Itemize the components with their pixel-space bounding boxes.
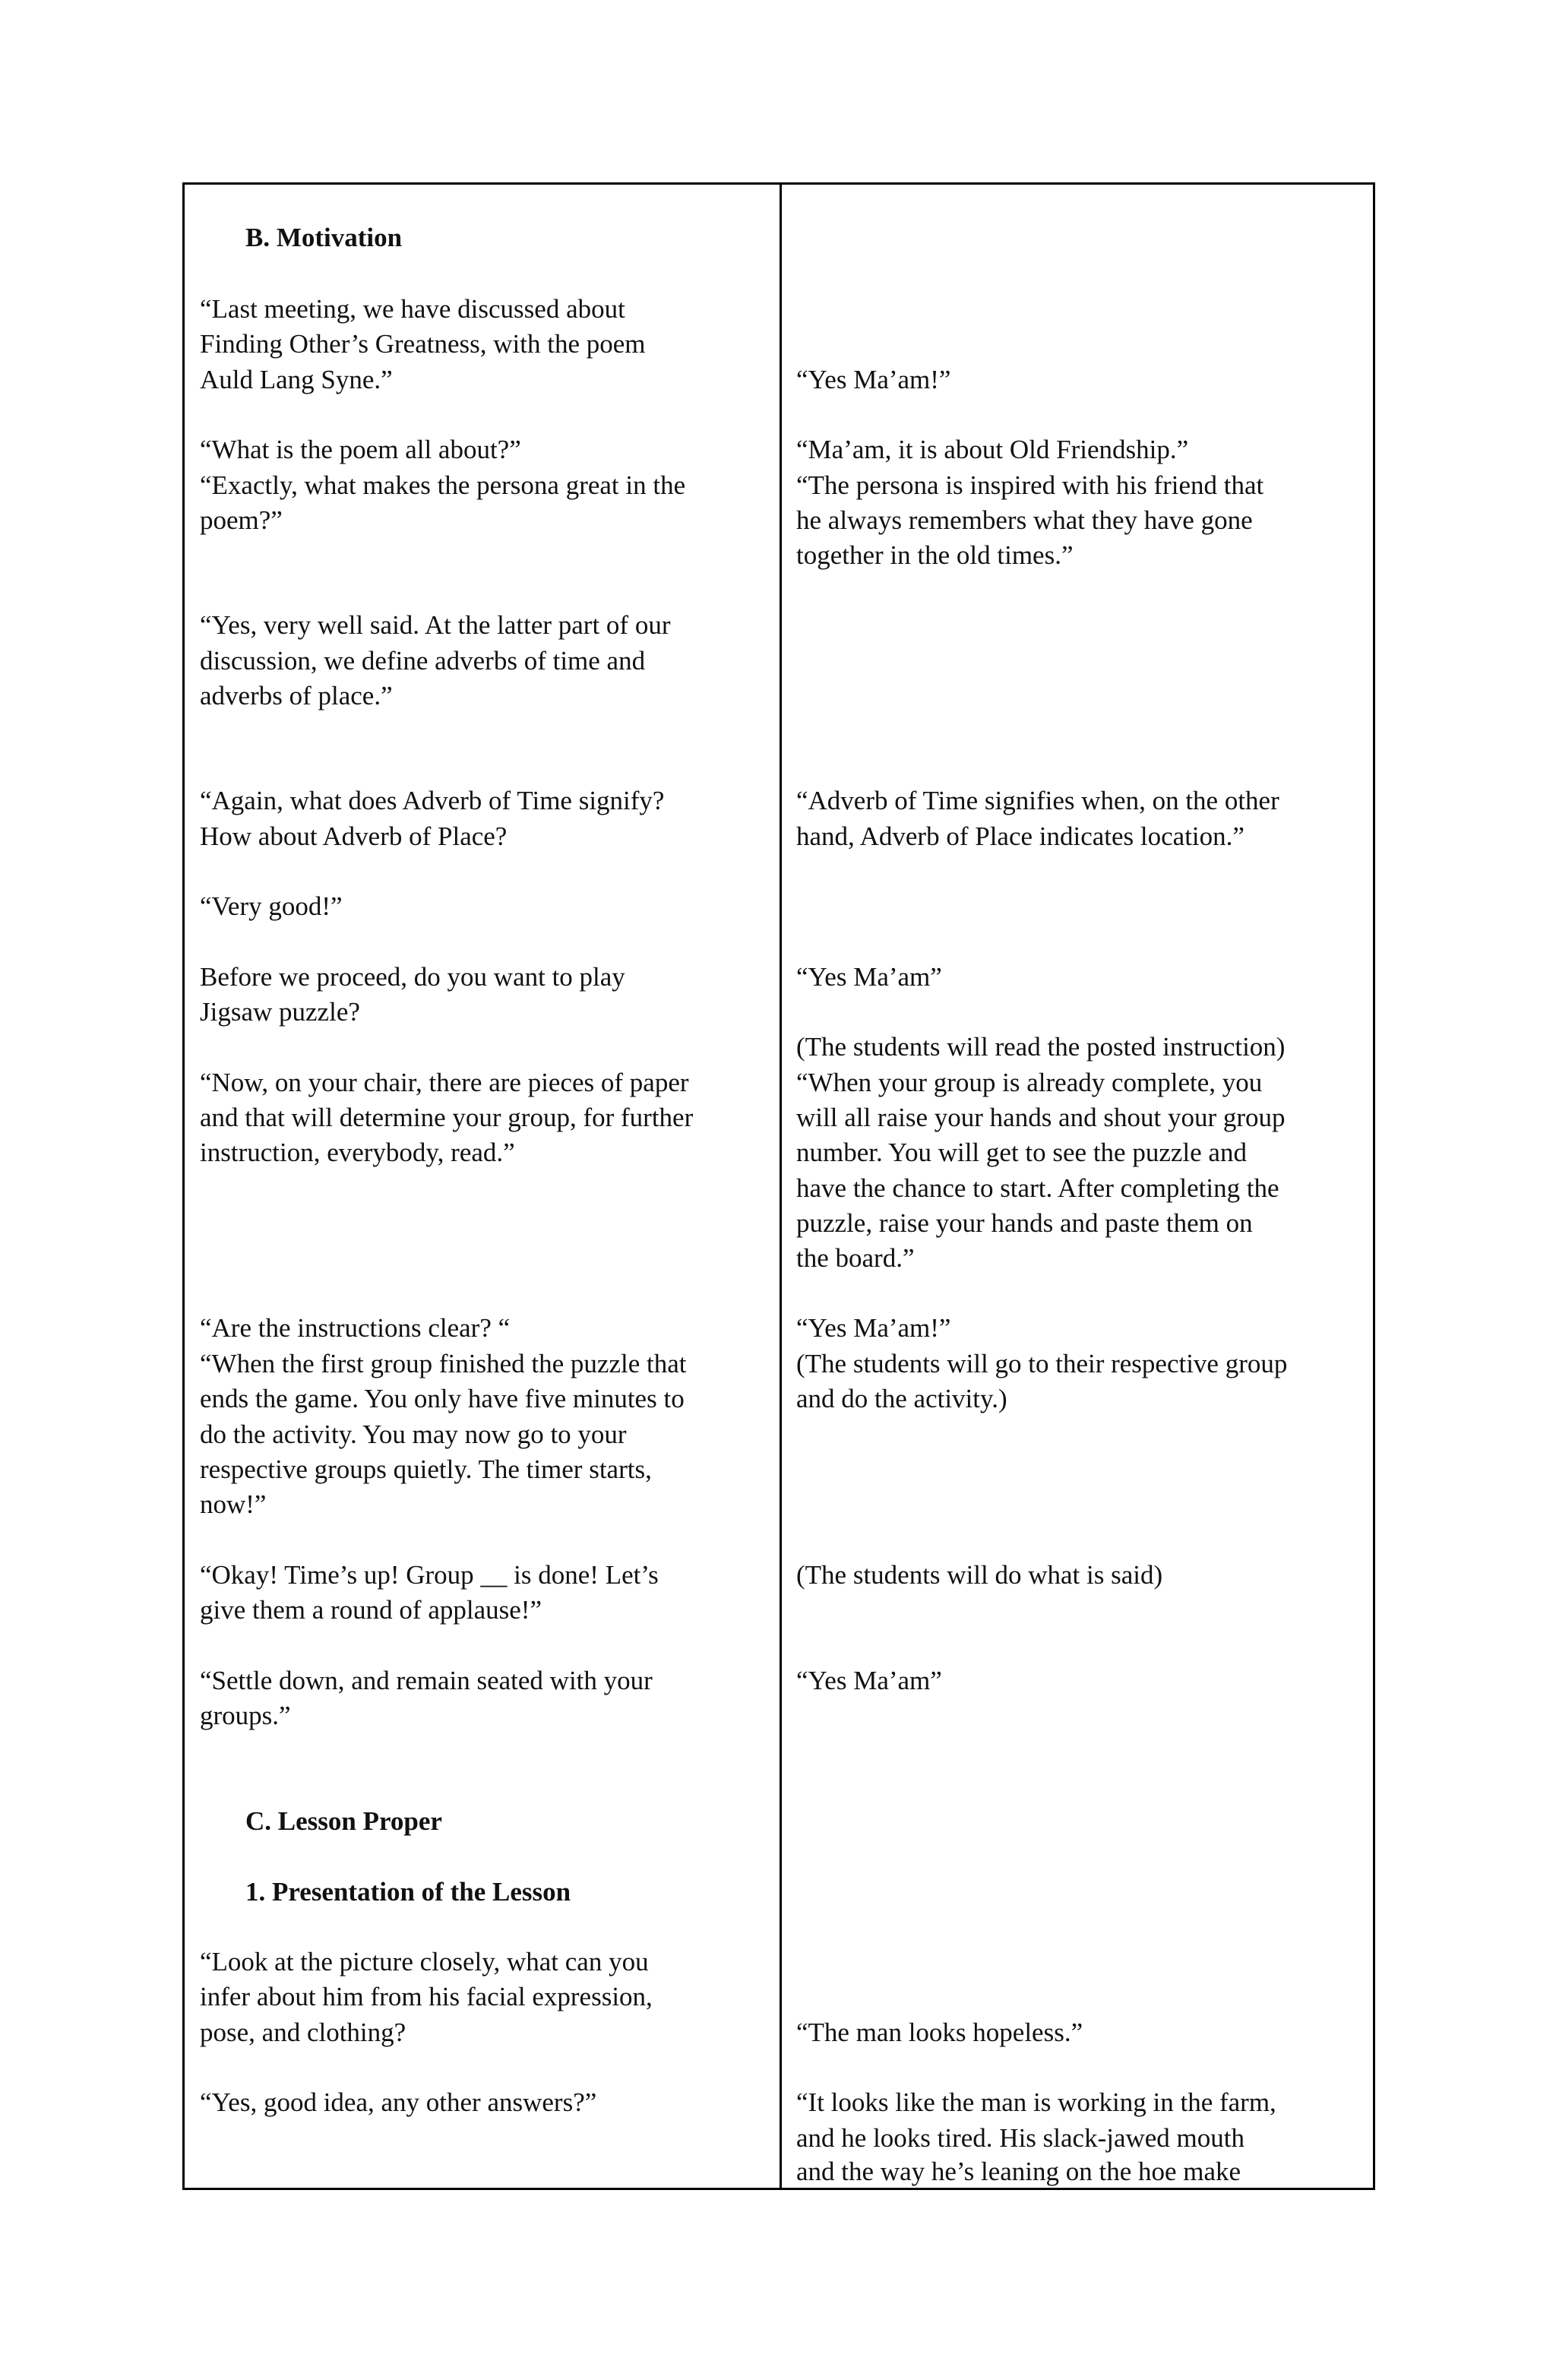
teacher-line: Before we proceed, do you want to play: [200, 962, 625, 992]
student-line: and do the activity.): [796, 1384, 1007, 1413]
teacher-line: discussion, we define adverbs of time and: [200, 646, 646, 676]
teacher-line: infer about him from his facial expression,: [200, 1982, 653, 2011]
teacher-line: and that will determine your group, for further: [200, 1103, 694, 1132]
teacher-line: “Yes, very well said. At the latter part of our: [200, 610, 671, 640]
teacher-line: pose, and clothing?: [200, 2018, 406, 2047]
student-line: the board.”: [796, 1243, 915, 1273]
teacher-line: “Yes, good idea, any other answers?”: [200, 2087, 597, 2117]
teacher-line: “When the first group finished the puzzle that: [200, 1349, 687, 1378]
student-line: “Yes Ma’am!”: [796, 1313, 951, 1343]
teacher-line: respective groups quietly. The timer starts,: [200, 1454, 652, 1484]
student-line: number. You will get to see the puzzle and: [796, 1138, 1247, 1167]
teacher-line: “Now, on your chair, there are pieces of paper: [200, 1068, 689, 1097]
student-line: and the way he’s leaning on the hoe make: [796, 2157, 1241, 2186]
section-heading-motivation: B. Motivation: [245, 223, 403, 252]
teacher-line: poem?”: [200, 505, 283, 535]
student-line: “Yes Ma’am”: [796, 1666, 942, 1695]
teacher-line: “Are the instructions clear? “: [200, 1313, 511, 1343]
teacher-line: ends the game. You only have five minutes to: [200, 1384, 685, 1413]
teacher-line: groups.”: [200, 1701, 291, 1730]
student-line: (The students will read the posted instruction): [796, 1032, 1286, 1062]
teacher-line: do the activity. You may now go to your: [200, 1419, 627, 1449]
student-line: “Adverb of Time signifies when, on the other: [796, 786, 1279, 815]
student-line: “Yes Ma’am”: [796, 962, 942, 992]
teacher-line: “Look at the picture closely, what can you: [200, 1947, 649, 1976]
student-line: “Ma’am, it is about Old Friendship.”: [796, 435, 1189, 464]
student-line: hand, Adverb of Place indicates location.”: [796, 821, 1244, 851]
student-line: “The persona is inspired with his friend that: [796, 470, 1264, 500]
teacher-line: “What is the poem all about?”: [200, 435, 521, 464]
section-heading-lesson-proper: C. Lesson Proper: [245, 1806, 442, 1836]
lesson-plan-table: [182, 182, 1375, 2190]
teacher-line: How about Adverb of Place?: [200, 821, 508, 851]
teacher-line: “Very good!”: [200, 891, 343, 921]
teacher-line: give them a round of applause!”: [200, 1595, 542, 1625]
student-line: he always remembers what they have gone: [796, 505, 1253, 535]
student-line: “Yes Ma’am!”: [796, 365, 951, 394]
teacher-line: Auld Lang Syne.”: [200, 365, 393, 394]
student-line: have the chance to start. After completing the: [796, 1173, 1279, 1203]
teacher-line: Finding Other’s Greatness, with the poem: [200, 329, 646, 359]
student-line: puzzle, raise your hands and paste them on: [796, 1208, 1253, 1238]
student-line: and he looks tired. His slack-jawed mouth: [796, 2123, 1245, 2153]
teacher-line: adverbs of place.”: [200, 681, 393, 711]
teacher-line: instruction, everybody, read.”: [200, 1138, 515, 1167]
teacher-line: “Okay! Time’s up! Group __ is done! Let’s: [200, 1560, 659, 1590]
column-divider: [780, 185, 782, 2188]
student-line: (The students will do what is said): [796, 1560, 1163, 1590]
student-line: “When your group is already complete, you: [796, 1068, 1263, 1097]
teacher-line: “Settle down, and remain seated with your: [200, 1666, 653, 1695]
student-line: (The students will go to their respective group: [796, 1349, 1288, 1378]
teacher-line: Jigsaw puzzle?: [200, 997, 360, 1027]
student-line: together in the old times.”: [796, 540, 1074, 570]
student-line: will all raise your hands and shout your group: [796, 1103, 1286, 1132]
student-line: “It looks like the man is working in the farm,: [796, 2087, 1276, 2117]
teacher-line: “Last meeting, we have discussed about: [200, 294, 625, 324]
subsection-heading-presentation: 1. Presentation of the Lesson: [245, 1877, 571, 1907]
teacher-line: “Again, what does Adverb of Time signify?: [200, 786, 665, 815]
student-line: “The man looks hopeless.”: [796, 2018, 1083, 2047]
teacher-line: “Exactly, what makes the persona great in the: [200, 470, 686, 500]
teacher-line: now!”: [200, 1489, 267, 1519]
